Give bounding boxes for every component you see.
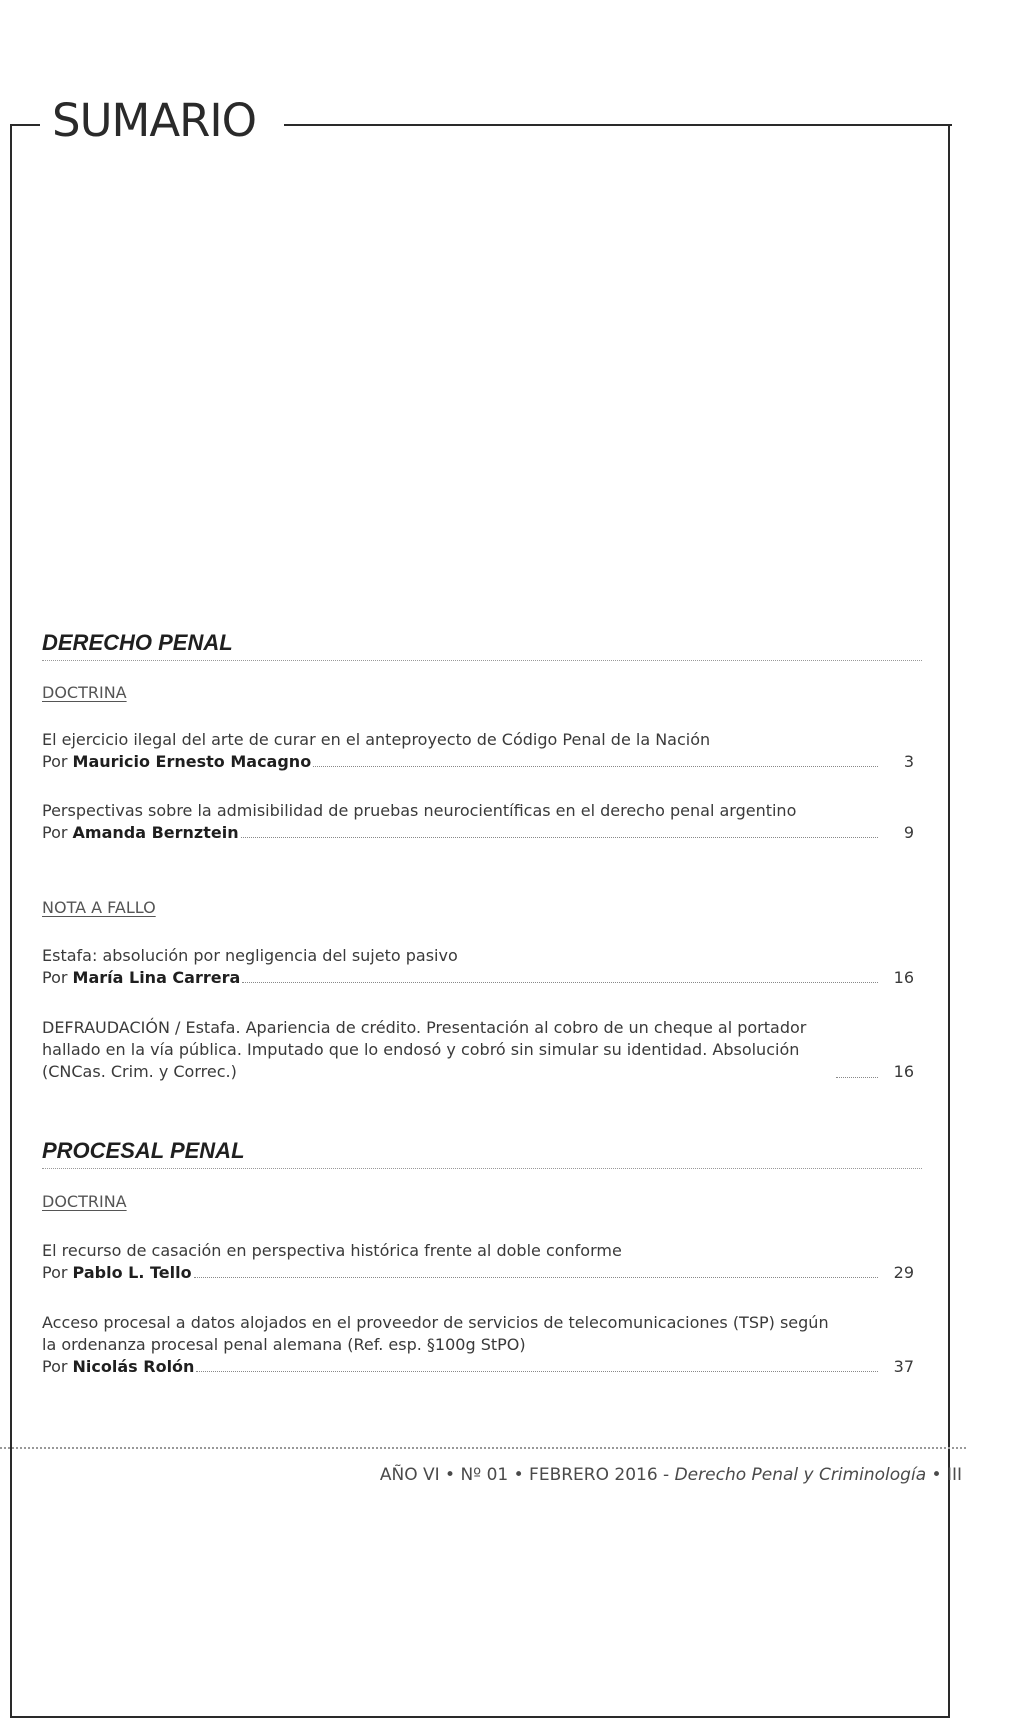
- author-prefix: Por: [42, 1357, 73, 1376]
- entry-title: Acceso procesal a datos alojados en el proveedor de servicios de telecomunicaciones (TSP) según la ordenanza procesal penal alemana (Ref. esp. §100g StPO): [42, 1313, 829, 1354]
- entry-byline: [42, 1017, 914, 1083]
- page-number: 16: [893, 1062, 914, 1081]
- toc-entry[interactable]: [42, 945, 914, 989]
- toc-entry[interactable]: [42, 1240, 914, 1284]
- issue-info: AÑO VI • Nº 01 • FEBRERO 2016 -: [379, 1465, 675, 1485]
- page-number: 37: [893, 1357, 914, 1376]
- section-heading-procesal-penal: PROCESAL PENAL: [42, 1138, 922, 1169]
- page-number: 3: [903, 752, 914, 771]
- entry-byline: [42, 751, 914, 773]
- dot-leader: [242, 982, 878, 983]
- page-number: 16: [893, 968, 914, 987]
- entry-author: Pablo L. Tello: [72, 1263, 192, 1282]
- dot-leader: [241, 837, 878, 838]
- page-number: 29: [893, 1263, 914, 1282]
- dot-leader: [196, 1371, 878, 1372]
- entry-author: Nicolás Rolón: [72, 1357, 195, 1376]
- publication-name: Derecho Penal y Criminología: [674, 1465, 927, 1485]
- entry-byline: [42, 1356, 914, 1378]
- entry-title: El ejercicio ilegal del arte de curar en el anteproyecto de Código Penal de la Nación: [42, 730, 711, 749]
- entry-title: El recurso de casación en perspectiva histórica frente al doble conforme: [42, 1241, 622, 1260]
- toc-entry[interactable]: [42, 729, 914, 773]
- subheading-doctrina: DOCTRINA: [42, 683, 127, 702]
- toc-entry[interactable]: [42, 800, 914, 844]
- entry-title: Perspectivas sobre la admisibilidad de pruebas neurocientíficas en el derecho penal argentino: [42, 801, 797, 820]
- dot-leader: [313, 766, 878, 767]
- page-footer: [380, 1464, 962, 1486]
- entry-title: DEFRAUDACIÓN / Estafa. Apariencia de crédito. Presentación al cobro de un cheque al portador hallado en la vía pública. Imputado que lo endosó y cobró sin simular su identidad. Absolución (CNCas. Crim. y Correc.): [42, 1018, 807, 1081]
- subheading-nota-a-fallo: NOTA A FALLO: [42, 898, 156, 917]
- subheading-doctrina: DOCTRINA: [42, 1192, 127, 1211]
- footer-divider: [0, 1447, 966, 1449]
- toc-entry[interactable]: [42, 1312, 914, 1378]
- entry-title: Estafa: absolución por negligencia del sujeto pasivo: [42, 946, 458, 965]
- author-prefix: Por: [42, 823, 73, 842]
- dot-leader: [836, 1077, 878, 1078]
- entry-author: Amanda Bernztein: [72, 823, 239, 842]
- author-prefix: Por: [42, 968, 73, 987]
- page-number: 9: [903, 823, 914, 842]
- page-separator: •: [926, 1465, 947, 1485]
- section-heading-derecho-penal: DERECHO PENAL: [42, 630, 922, 661]
- entry-byline: [42, 967, 914, 989]
- entry-author: María Lina Carrera: [72, 968, 241, 987]
- toc-entry[interactable]: [42, 1017, 914, 1083]
- dot-leader: [194, 1277, 878, 1278]
- entry-author: Mauricio Ernesto Macagno: [72, 752, 312, 771]
- author-prefix: Por: [42, 752, 73, 771]
- entry-byline: [42, 822, 914, 844]
- author-prefix: Por: [42, 1263, 73, 1282]
- footer-page-number: III: [946, 1465, 962, 1485]
- page-title: SUMARIO: [52, 94, 257, 147]
- entry-byline: [42, 1262, 914, 1284]
